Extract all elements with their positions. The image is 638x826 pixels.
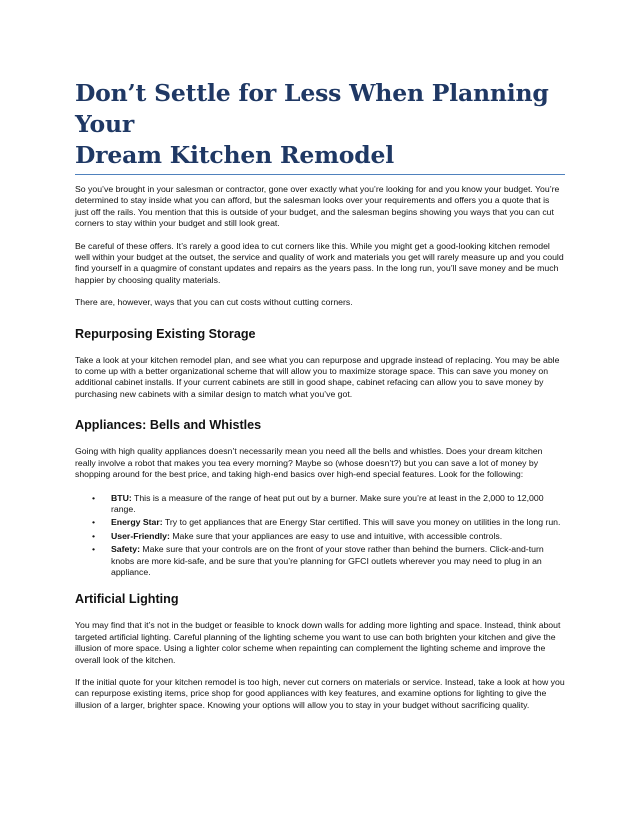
list-item-text: Try to get appliances that are Energy Star certified. This will save you money on utilities in the long run. (162, 517, 561, 528)
list-item-term: Safety: (111, 544, 140, 555)
lighting-paragraph-1: You may find that it’s not in the budget or feasible to knock down walls for adding more lighting and space. Instead, think about targeted artificial lighting. Careful planning of the lighting scheme you want to use can both brighten your kitchen and give the illusion of more space. Using a lighter color scheme when repainting can complement the lighting scheme and improve the overall look of the kitchen. (75, 620, 561, 665)
intro-paragraph-1: So you’ve brought in your salesman or contractor, gone over exactly what you’re looking for and you know your budget. You’re determined to stay inside what you can afford, but the salesman looks over your requirements and offers you a quote that is just off the rails. You mention that this is outside of your budget, and the salesman begins showing you ways that you can cut corners to stay within your budget and still look great. (75, 184, 560, 229)
list-item-text: Make sure that your controls are on the front of your stove rather than behind the burners. Click-and-turn knobs are more kid-safe, and be sure that you’re planning for GFCI outlets wherever you may need to plug in an appliance. (111, 544, 544, 577)
list-item-btu (75, 493, 565, 516)
intro-paragraph-3: There are, however, ways that you can cut costs without cutting corners. (75, 297, 353, 308)
appliance-feature-list (75, 493, 565, 579)
bullet-marker: • (92, 492, 96, 503)
intro-paragraph-2: Be careful of these offers. It’s rarely a good idea to cut corners like this. While you might get a good-looking kitchen remodel well within your budget at the outset, the service and quality of work and materials you get will rarely measure up and you could find yourself in a quagmire of constant updates and repairs as the years pass. In the long run, you’ll save money and be much happier by choosing quality materials. (75, 240, 564, 285)
appliances-paragraph: Going with high quality appliances doesn’t necessarily mean you need all the bells and whistles. Does your dream kitchen really involve a robot that makes you tea every morning? Maybe so (whose doesn’t?) but you can save a lot of money by shopping around for the best price, and taking high-end basics over high-end special features. Look for the following: (75, 446, 543, 480)
bullet-marker: • (92, 530, 96, 541)
bullet-marker: • (92, 544, 96, 555)
list-item-term: User-Friendly: (111, 530, 170, 541)
list-item-safety (75, 544, 565, 578)
list-item-term: BTU: (111, 492, 132, 503)
lighting-paragraph-2: If the initial quote for your kitchen remodel is too high, never cut corners on materials or service. Instead, take a look at how you can repurpose existing items, price shop for good appliances with key features, and examine options for lighting to give the illusion of a larger, brighter space. Knowing your options will allow you to stay in your budget without sacrificing quality. (75, 676, 565, 710)
list-item-text: Make sure that your appliances are easy to use and intuitive, with accessible controls. (169, 530, 503, 541)
title-line-1: Don’t Settle for Less When Planning Your (75, 79, 549, 138)
heading-repurposing-storage: Repurposing Existing Storage (75, 326, 256, 341)
document-body (75, 78, 565, 711)
list-item-user-friendly (75, 531, 565, 542)
heading-appliances: Appliances: Bells and Whistles (75, 418, 262, 433)
list-item-term: Energy Star: (111, 517, 163, 528)
heading-artificial-lighting: Artificial Lighting (75, 592, 179, 607)
list-item-text: This is a measure of the range of heat put out by a burner. Make sure you’re at least in the 2,000 to 12,000 range. (111, 492, 544, 514)
document-title (75, 78, 565, 175)
bullet-marker: • (92, 517, 96, 528)
repurposing-paragraph: Take a look at your kitchen remodel plan, and see what you can repurpose and upgrade instead of replacing. You may be able to come up with a better organizational scheme that will allow you to maximize storage space. This can save you money on additional cabinet installs. If your current cabinets are still in good shape, cabinet refacing can allow you to save money by purchasing new cabinets with a similar design to match what you’ve got. (75, 354, 560, 399)
list-item-energy-star (75, 517, 565, 528)
title-line-2: Dream Kitchen Remodel (75, 141, 394, 169)
